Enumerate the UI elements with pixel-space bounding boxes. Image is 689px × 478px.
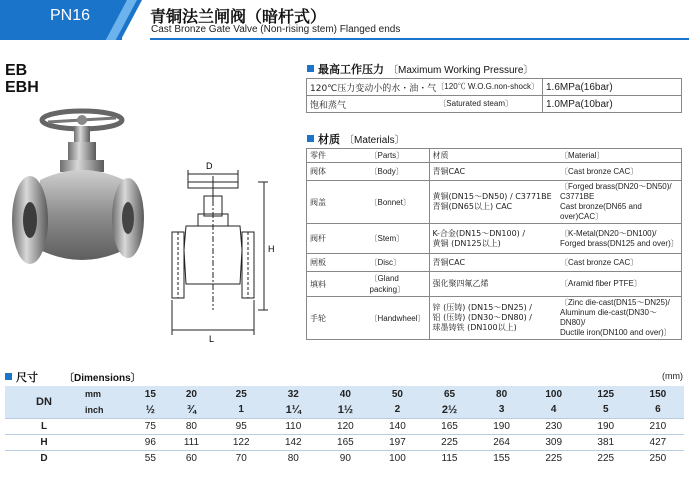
pressure-section-title <box>307 61 533 77</box>
mm-value: 40 <box>319 386 371 402</box>
dimension-value: 60 <box>168 450 215 466</box>
dimension-value: 140 <box>371 418 423 434</box>
pressure-value: 1.6MPa(16bar) <box>543 79 682 96</box>
pressure-row <box>307 96 682 113</box>
mm-value: 32 <box>267 386 319 402</box>
dimension-value: 95 <box>215 418 267 434</box>
dimension-label: D <box>5 450 83 466</box>
dimension-value: 55 <box>133 450 168 466</box>
dimension-value: 111 <box>168 434 215 450</box>
part-en: 〔Gland packing〕 <box>367 272 430 297</box>
part-cn: 阀体 <box>307 163 367 181</box>
dimension-value: 190 <box>580 418 632 434</box>
material-row <box>307 297 682 340</box>
dimension-value: 309 <box>528 434 580 450</box>
mm-value: 65 <box>423 386 475 402</box>
material-cn: 强化聚四氟乙烯 <box>429 272 557 297</box>
material-cn: 青铜CAC <box>429 254 557 272</box>
dim-label-d: D <box>206 161 213 171</box>
unit-label: (mm) <box>662 371 683 381</box>
material-cn: 青铜CAC <box>429 163 557 181</box>
materials-title-en: 〔Materials〕 <box>344 135 405 146</box>
dimension-value: 250 <box>632 450 684 466</box>
dimension-value: 264 <box>476 434 528 450</box>
material-en: 〔Zinc die-cast(DN15～DN25)/ Aluminum die-cast(DN30～DN80)/ Ductile iron(DN100 and over)〕 <box>557 297 681 340</box>
dimensions-title-cn: 尺寸 <box>16 371 38 384</box>
dimension-value: 75 <box>133 418 168 434</box>
inch-value: 2 <box>371 402 423 418</box>
inch-value: 4 <box>528 402 580 418</box>
material-en: 〔Forged brass(DN20～DN50)/ C3771BE Cast bronze(DN65 and over)CAC〕 <box>557 181 681 224</box>
inch-value: 1¼ <box>267 402 319 418</box>
materials-table <box>306 148 682 340</box>
dimension-label: L <box>5 418 83 434</box>
pressure-cond-en: 〔120℃ W.O.G.non-shock〕 <box>436 81 539 91</box>
dimension-value: 115 <box>423 450 475 466</box>
part-cn: 阀盖 <box>307 181 367 224</box>
header-material-cn: 材质 <box>429 149 557 163</box>
page-title: 青铜法兰闸阀（暗杆式） <box>150 7 327 26</box>
dimension-value: 96 <box>133 434 168 450</box>
dimensions-table <box>5 386 684 466</box>
dimension-value: 155 <box>476 450 528 466</box>
dimension-value: 110 <box>267 418 319 434</box>
part-cn: 手轮 <box>307 297 367 340</box>
header-rule <box>150 38 689 40</box>
dimension-value: 122 <box>215 434 267 450</box>
dimension-value: 80 <box>267 450 319 466</box>
material-cn: 锌 (压铸) (DN15～DN25) / 铝 (压铸) (DN30～DN80) / 球墨铸铁 (DN100以上) <box>429 297 557 340</box>
inch-value: 6 <box>632 402 684 418</box>
dimension-value: 197 <box>371 434 423 450</box>
dimensions-title-en: 〔Dimensions〕 <box>64 373 141 384</box>
material-row <box>307 224 682 254</box>
part-en: 〔Handwheel〕 <box>367 297 430 340</box>
dimension-value: 142 <box>267 434 319 450</box>
page-header <box>0 0 689 40</box>
inch-value: 5 <box>580 402 632 418</box>
material-cn: 黄铜(DN15～DN50) / C3771BE 青铜(DN65以上) CAC <box>429 181 557 224</box>
mm-value: 125 <box>580 386 632 402</box>
dimension-value: 225 <box>423 434 475 450</box>
inch-label: inch <box>83 402 133 418</box>
dimension-value: 165 <box>423 418 475 434</box>
header-material-en: 〔Material〕 <box>557 149 681 163</box>
mm-value: 25 <box>215 386 267 402</box>
materials-title-cn: 材质 <box>318 133 340 146</box>
dimension-value: 120 <box>319 418 371 434</box>
part-cn: 阀杆 <box>307 224 367 254</box>
material-en: 〔Aramid fiber PTFE〕 <box>557 272 681 297</box>
material-row <box>307 181 682 224</box>
material-en: 〔K-Metal(DN20～DN100)/ Forged brass(DN125 and over)〕 <box>557 224 681 254</box>
pressure-title-cn: 最高工作压力 <box>318 63 384 76</box>
header-part-cn: 零件 <box>307 149 367 163</box>
valve-dimension-drawing <box>158 160 288 350</box>
dimension-value: 100 <box>371 450 423 466</box>
pressure-table <box>306 78 682 113</box>
inch-value: 2½ <box>423 402 475 418</box>
material-row <box>307 254 682 272</box>
dimension-value: 225 <box>580 450 632 466</box>
pressure-value: 1.0MPa(10bar) <box>543 96 682 113</box>
dimension-label: H <box>5 434 83 450</box>
dimensions-section-title <box>5 369 141 385</box>
section-marker-icon <box>307 135 314 142</box>
section-marker-icon <box>5 373 12 380</box>
dimension-value: 225 <box>528 450 580 466</box>
part-en: 〔Body〕 <box>367 163 430 181</box>
dimension-value: 190 <box>476 418 528 434</box>
inch-value: 3 <box>476 402 528 418</box>
model-ebh: EBH <box>5 79 39 96</box>
inch-value: 1½ <box>319 402 371 418</box>
mm-label: mm <box>83 386 133 402</box>
dimension-row-h <box>5 434 684 450</box>
pressure-cond-cn: 120℃压力变动小的水・油・气 <box>310 83 437 94</box>
mm-value: 80 <box>476 386 528 402</box>
material-row <box>307 272 682 297</box>
series-label: PN16 <box>49 7 91 24</box>
pressure-title-en: 〔Maximum Working Pressure〕 <box>388 65 534 76</box>
model-eb: EB <box>5 62 28 79</box>
pressure-cond-en: 〔Saturated steam〕 <box>438 98 513 108</box>
pressure-row <box>307 79 682 96</box>
dimension-value: 230 <box>528 418 580 434</box>
part-en: 〔Stem〕 <box>367 224 430 254</box>
dimension-value: 165 <box>319 434 371 450</box>
materials-header-row <box>307 149 682 163</box>
valve-photo <box>0 100 150 350</box>
dimension-value: 210 <box>632 418 684 434</box>
mm-value: 20 <box>168 386 215 402</box>
dimension-value: 90 <box>319 450 371 466</box>
material-row <box>307 163 682 181</box>
material-en: 〔Cast bronze CAC〕 <box>557 163 681 181</box>
header-part-en: 〔Parts〕 <box>367 149 430 163</box>
dim-label-l: L <box>209 334 215 344</box>
part-cn: 填料 <box>307 272 367 297</box>
inch-row <box>5 402 684 418</box>
dimension-value: 70 <box>215 450 267 466</box>
material-en: 〔Cast bronze CAC〕 <box>557 254 681 272</box>
mm-row <box>5 386 684 402</box>
page-subtitle: Cast Bronze Gate Valve (Non-rising stem) Flanged ends <box>151 24 401 35</box>
dimension-row-d <box>5 450 684 466</box>
mm-value: 15 <box>133 386 168 402</box>
mm-value: 100 <box>528 386 580 402</box>
dimension-row-l <box>5 418 684 434</box>
inch-value: ¾ <box>168 402 215 418</box>
section-marker-icon <box>307 65 314 72</box>
mm-value: 50 <box>371 386 423 402</box>
dimension-value: 427 <box>632 434 684 450</box>
dimension-value: 381 <box>580 434 632 450</box>
materials-section-title <box>307 131 405 147</box>
part-en: 〔Bonnet〕 <box>367 181 430 224</box>
part-cn: 闸板 <box>307 254 367 272</box>
inch-value: 1 <box>215 402 267 418</box>
dn-label: DN <box>5 386 83 418</box>
dim-label-h: H <box>268 244 275 254</box>
mm-value: 150 <box>632 386 684 402</box>
dimension-value: 80 <box>168 418 215 434</box>
pressure-cond-cn: 饱和蒸气 <box>310 100 347 111</box>
inch-value: ½ <box>133 402 168 418</box>
material-cn: K-合金(DN15～DN100) / 黄铜 (DN125以上) <box>429 224 557 254</box>
part-en: 〔Disc〕 <box>367 254 430 272</box>
